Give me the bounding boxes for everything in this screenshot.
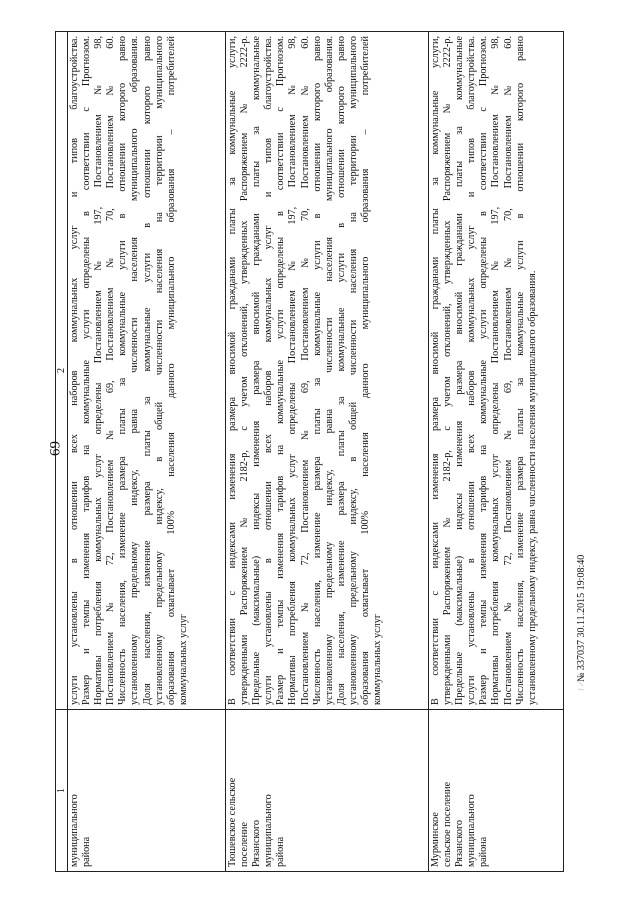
description-cell	[429, 32, 564, 710]
description-line: установленному предельному индексу, равна численности населения муниципального образования.	[526, 270, 538, 705]
municipality-name-line: поселение	[239, 822, 251, 867]
description-line: В соответствии с индексами изменения размера вносимой гражданами платы за коммунальные услуги,	[430, 36, 441, 705]
description-line: Нормативы потребления коммунальных услуг определены Постановлением № 197, Постановлением № 98,	[93, 36, 105, 705]
description-line: установленному предельному индексу, равна численности населения муниципального образования.	[323, 36, 335, 705]
municipality-cell	[68, 710, 226, 872]
description-line: Численность населения, изменение размера платы за коммунальные услуги в отношении которого равно	[514, 36, 526, 705]
page-number: 69	[47, 441, 64, 456]
description-line: Доля населения, изменение размера платы за коммунальные услуги в отношении которого равно	[141, 36, 153, 705]
description-line: Постановлением № 72, Постановлением № 69, Постановлением № 70, Постановлением № 60.	[299, 36, 311, 705]
description-line: образования охватывает 100% населения данного муниципального образования – потребителей	[360, 36, 372, 705]
municipality-name-line: муниципального	[466, 794, 478, 867]
municipality-name-line: Рязанского	[251, 819, 263, 867]
description-line: Нормативы потребления коммунальных услуг определены Постановлением № 197, Постановлением № 98,	[287, 36, 299, 705]
rotated-table-container	[55, 32, 575, 872]
description-cell	[68, 32, 226, 710]
municipality-name-line: района	[275, 836, 287, 867]
description-line: услуги установлены в отношении всех наборов коммунальных услуг и типов благоустройства.	[466, 36, 478, 705]
tariff-table	[55, 31, 564, 872]
municipality-name-line: муниципального	[263, 794, 275, 867]
description-line: Нормативы потребления коммунальных услуг определены Постановлением № 197, Постановлением № 98,	[490, 36, 502, 705]
municipality-name-line: Рязанского	[454, 819, 466, 867]
description-line: коммунальных услуг	[372, 613, 384, 705]
municipality-cell	[429, 710, 564, 872]
description-line: Предельные (максимальные) индексы изменения размера вносимой гражданами платы за коммунальные	[251, 36, 263, 705]
description-line: Предельные (максимальные) индексы изменения размера вносимой гражданами платы за коммунальные	[454, 36, 466, 705]
description-line: образования охватывает 100% населения данного муниципального образования – потребителей	[165, 36, 177, 705]
description-line: В соответствии с индексами изменения размера вносимой гражданами платы за коммунальные услуги,	[227, 36, 238, 705]
municipality-name-line: муниципального	[69, 794, 80, 867]
description-line: коммунальных услуг	[177, 613, 189, 705]
table-row	[68, 32, 226, 872]
description-line: Доля населения, изменение размера платы за коммунальные услуги в отношении которого равно	[335, 36, 347, 705]
description-line: установленному предельному индексу, в общей численности населения на территории муниципального	[153, 36, 165, 705]
description-line: Постановлением № 72, Постановлением № 69, Постановлением № 70, Постановлением № 60.	[502, 36, 514, 705]
description-line: Размер и темпы изменения тарифов на коммунальные услуги определены в соответствии с Прогнозом.	[81, 36, 93, 705]
registration-stamp: № 337037 30.11.2015 19:08:40	[576, 554, 587, 682]
description-line: утвержденными Распоряжением № 2182-р, с учетом отклонений, утвержденных Распоряжением № 2222-р.	[442, 36, 454, 705]
municipality-name-line: Мурминское	[430, 812, 441, 867]
municipality-name-line: района	[478, 836, 490, 867]
table-row	[429, 32, 564, 872]
description-line: установленному предельному индексу, равна численности населения муниципального образования.	[129, 36, 141, 705]
municipality-name-line: сельское поселение	[442, 781, 454, 867]
description-line: утвержденными Распоряжением № 2182-р, с учетом отклонений, утвержденных Распоряжением № 2222-р.	[239, 36, 251, 705]
municipality-name-line: района	[81, 836, 93, 867]
municipality-name-line: Тюшевское сельское	[227, 777, 238, 867]
table-row	[226, 32, 429, 872]
description-cell	[226, 32, 429, 710]
description-line: услуги установлены в отношении всех наборов коммунальных услуг и типов благоустройства.	[69, 36, 80, 705]
description-line: Размер и темпы изменения тарифов на коммунальные услуги определены в соответствии с Прогнозом.	[275, 36, 287, 705]
description-line: услуги установлены в отношении всех наборов коммунальных услуг и типов благоустройства.	[263, 36, 275, 705]
description-line: Численность населения, изменение размера платы за коммунальные услуги в отношении которого равно	[311, 36, 323, 705]
column-header-2: 2	[56, 32, 68, 710]
description-line: установленному предельному индексу, в общей численности населения на территории муниципального	[347, 36, 359, 705]
description-line: Размер и темпы изменения тарифов на коммунальные услуги определены в соответствии с Прогнозом.	[478, 36, 490, 705]
column-header-1: 1	[56, 710, 68, 872]
description-line: Численность населения, изменение размера платы за коммунальные услуги в отношении которого равно	[117, 36, 129, 705]
description-line: Постановлением № 72, Постановлением № 69, Постановлением № 70, Постановлением № 60.	[105, 36, 117, 705]
table-header-row	[56, 32, 68, 872]
municipality-cell	[226, 710, 429, 872]
